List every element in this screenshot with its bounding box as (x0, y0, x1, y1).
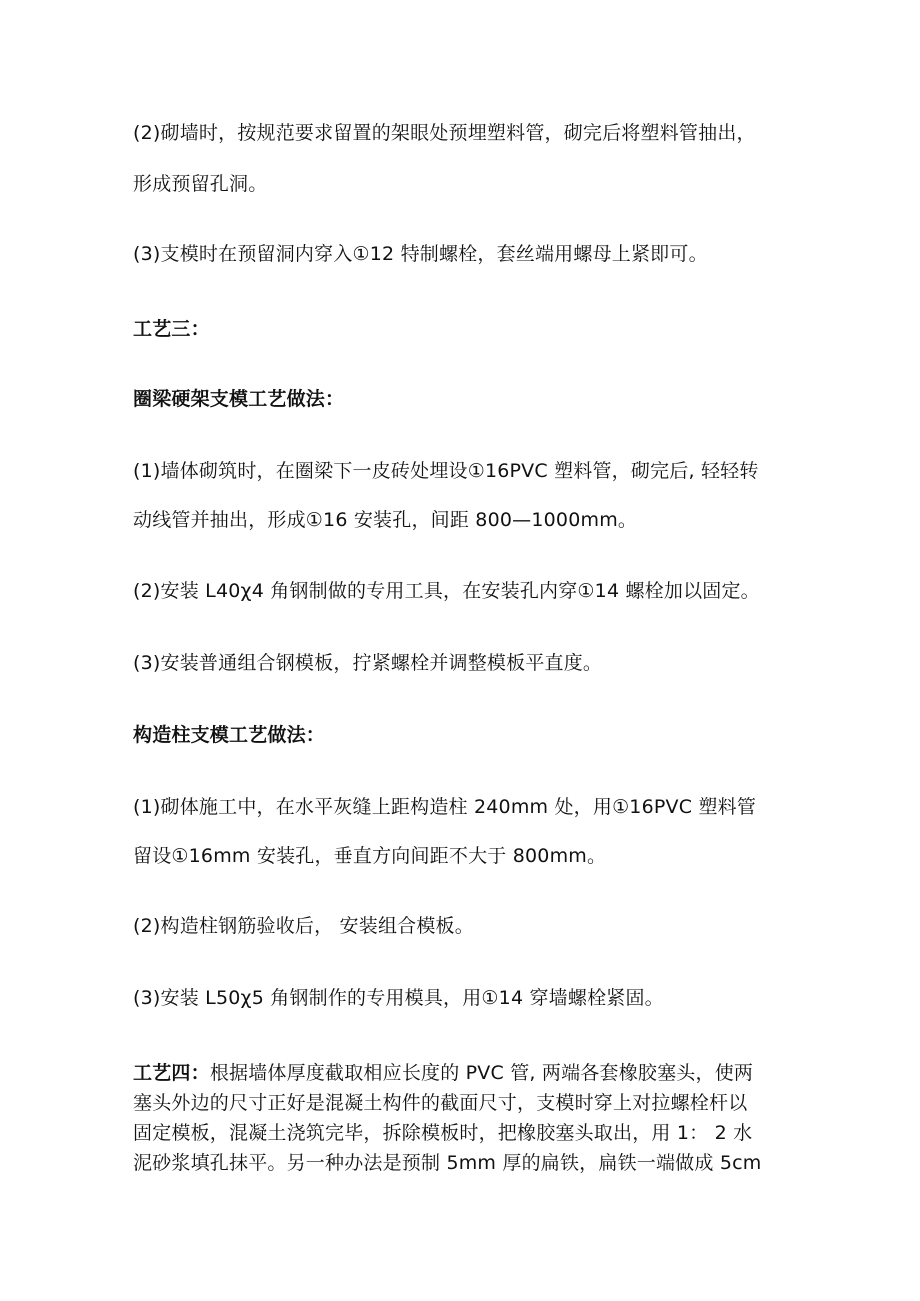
ring-beam-step-2: (2)安装 L40χ4 角钢制做的专用工具，在安装孔内穿①14 螺栓加以固定。 (133, 580, 760, 602)
paragraph-2-line-1: (2)砌墙时，按规范要求留置的架眼处预埋塑料管，砌完后将塑料管抽出， (133, 122, 756, 144)
ring-beam-step-1-line-2: 动线管并抽出，形成①16 安装孔，间距 800—1000mm。 (133, 509, 638, 531)
heading-process-four: 工艺四： (133, 1062, 210, 1084)
process-four-line-4: 泥砂浆填孔抹平。另一种办法是预制 5mm 厚的扁铁，扁铁一端做成 5cm (133, 1152, 762, 1174)
process-four-line-1-text: 根据墙体厚度截取相应长度的 PVC 管, 两端各套橡胶塞头，使两 (209, 1062, 754, 1084)
heading-process-three: 工艺三： (133, 318, 210, 340)
ring-beam-step-1-line-1: (1)墙体砌筑时，在圈梁下一皮砖处埋设①16PVC 塑料管，砌完后, 轻轻转 (133, 460, 759, 482)
paragraph-2-line-2: 形成预留孔洞。 (133, 173, 268, 195)
column-step-1-line-1: (1)砌体施工中，在水平灰缝上距构造柱 240mm 处，用①16PVC 塑料管 (133, 796, 757, 818)
column-step-3: (3)安装 L50χ5 角钢制作的专用模具，用①14 穿墙螺栓紧固。 (133, 987, 664, 1009)
process-four-line-2: 塞头外边的尺寸正好是混凝土构件的截面尺寸，支模时穿上对拉螺栓杆以 (133, 1092, 748, 1114)
process-four-line-1 (133, 1061, 833, 1085)
paragraph-3: (3)支模时在预留洞内穿入①12 特制螺栓，套丝端用螺母上紧即可。 (133, 243, 708, 265)
column-step-1-line-2: 留设①16mm 安装孔，垂直方向间距不大于 800mm。 (133, 845, 607, 867)
heading-structural-column: 构造柱支模工艺做法： (133, 724, 326, 746)
heading-ring-beam: 圈梁硬架支模工艺做法： (133, 388, 345, 410)
column-step-2: (2)构造柱钢筋验收后， 安装组合模板。 (133, 915, 474, 937)
process-four-line-3: 固定模板，混凝土浇筑完毕，拆除模板时，把橡胶塞头取出，用 1： 2 水 (133, 1122, 753, 1144)
ring-beam-step-3: (3)安装普通组合钢模板，拧紧螺栓并调整模板平直度。 (133, 652, 603, 674)
